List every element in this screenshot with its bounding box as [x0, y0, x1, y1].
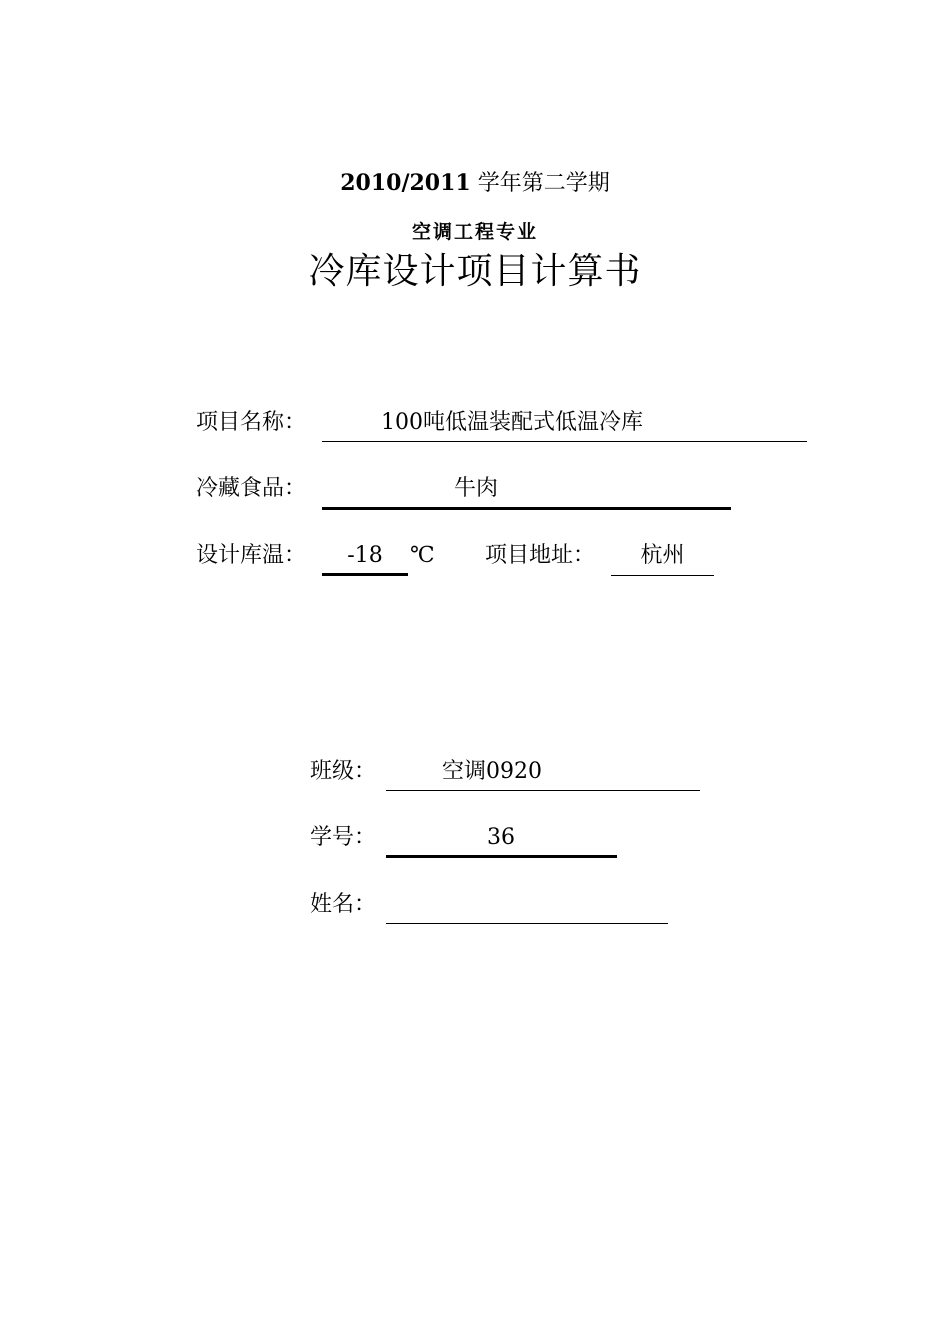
student-name-underline — [386, 923, 668, 924]
class-underline — [386, 790, 700, 791]
student-name-label: 姓名： — [310, 892, 377, 917]
major-heading: 空调工程专业 — [411, 221, 538, 243]
stored-food-underline — [322, 507, 731, 510]
project-address-underline — [611, 575, 714, 576]
semester-text: 学年第二学期 — [477, 171, 610, 196]
project-name-underline — [322, 441, 807, 442]
stored-food-value: 牛肉 — [453, 476, 498, 501]
semester-heading — [0, 168, 950, 199]
design-temp-underline — [322, 573, 408, 576]
project-address-value: 杭州 — [640, 543, 685, 568]
temp-unit: ℃ — [410, 543, 435, 568]
student-id-underline — [386, 855, 617, 858]
project-name-label: 项目名称： — [196, 410, 307, 435]
project-name-value: 100吨低温装配式低温冷库 — [381, 410, 643, 435]
design-temp-label: 设计库温： — [196, 543, 307, 568]
project-address-label: 项目地址： — [485, 543, 596, 568]
stored-food-label: 冷藏食品： — [196, 476, 307, 501]
student-id-label: 学号： — [310, 825, 377, 850]
design-temp-value: -18 — [347, 543, 383, 568]
document-title: 冷库设计项目计算书 — [308, 251, 642, 292]
class-value: 空调0920 — [442, 759, 542, 784]
class-label: 班级： — [310, 759, 377, 784]
semester-year: 2010/2011 — [340, 170, 471, 196]
student-id-value: 36 — [487, 825, 515, 850]
